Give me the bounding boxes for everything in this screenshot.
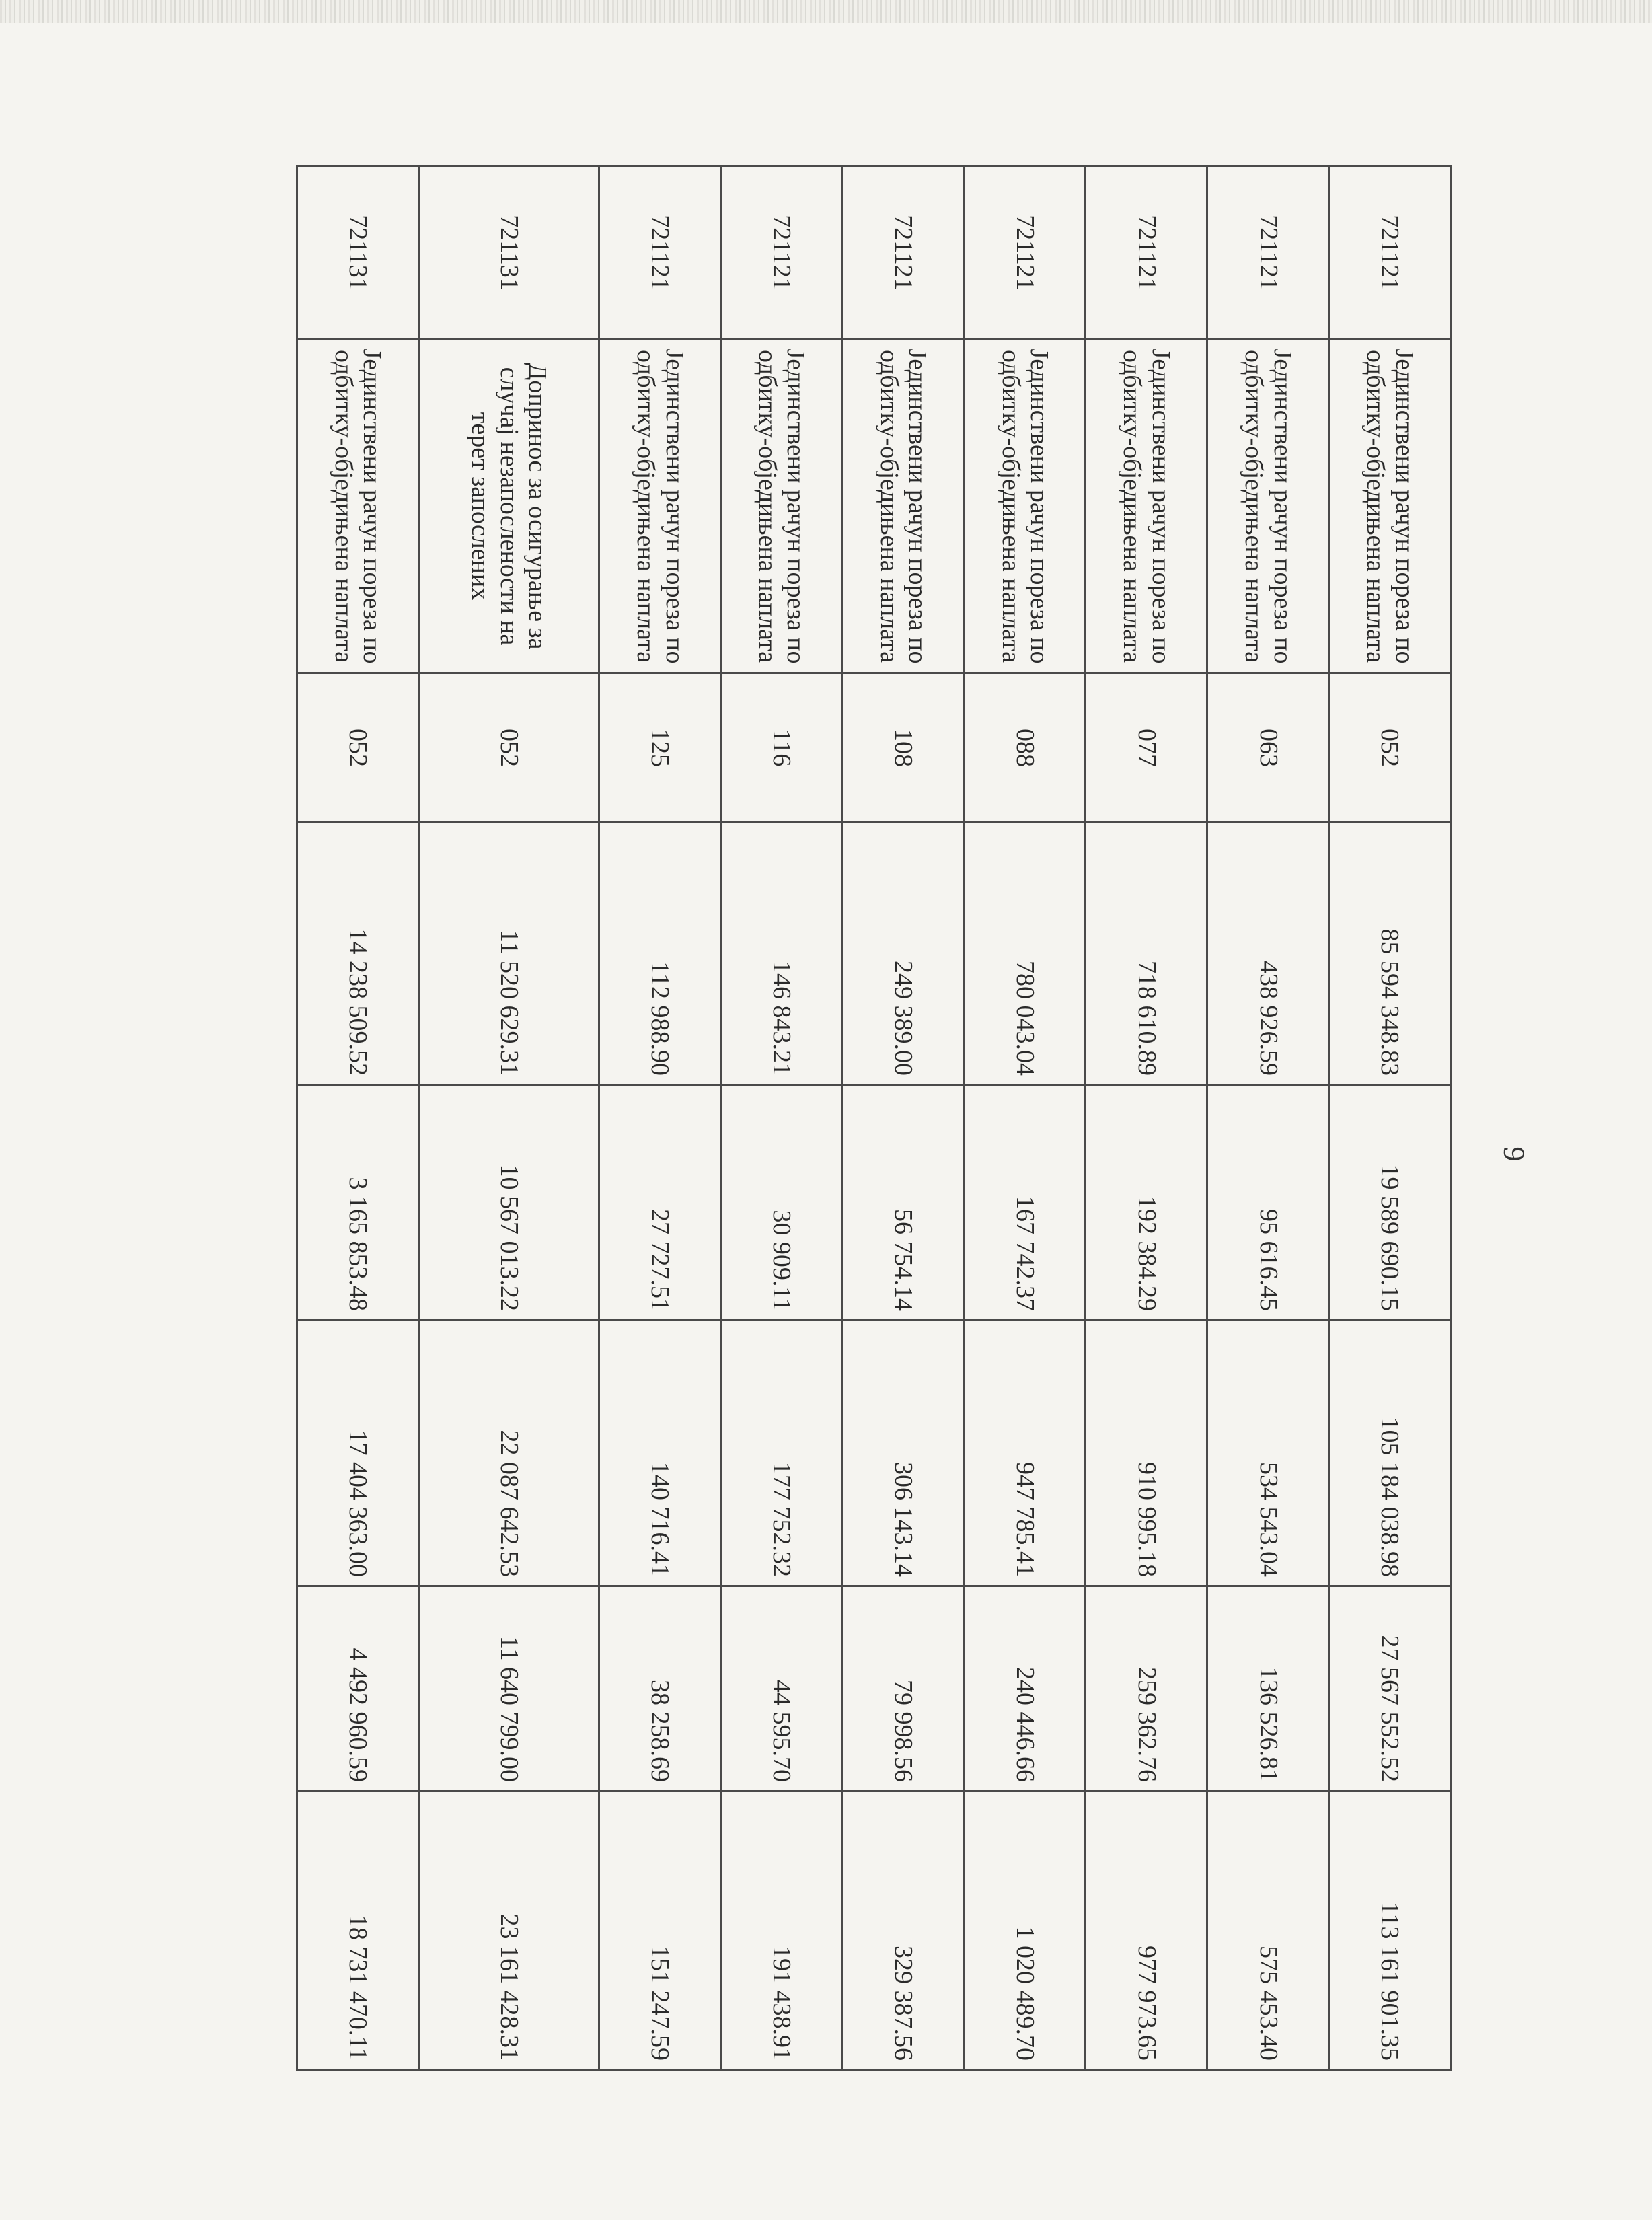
table-row bbox=[1086, 166, 1207, 2070]
table-row bbox=[1207, 166, 1329, 2070]
page-number: 9 bbox=[1497, 1146, 1531, 1162]
amount-3-cell: 947 785.41 bbox=[964, 1321, 1086, 1586]
description-cell: Јединствени рачун пореза по одбитку-обједињена наплата bbox=[599, 340, 721, 673]
amount-2-cell: 3 165 853.48 bbox=[297, 1085, 419, 1321]
code-cell: 052 bbox=[1329, 673, 1451, 823]
amount-2-cell: 192 384.29 bbox=[1086, 1085, 1207, 1321]
code-cell: 125 bbox=[599, 673, 721, 823]
account-code-cell: 721121 bbox=[1207, 166, 1329, 340]
table-body bbox=[297, 166, 1451, 2070]
amount-3-cell: 105 184 038.98 bbox=[1329, 1321, 1451, 1586]
account-code-cell: 721121 bbox=[1086, 166, 1207, 340]
amount-1-cell: 249 389.00 bbox=[842, 823, 964, 1085]
amount-4-cell: 259 362.76 bbox=[1086, 1586, 1207, 1791]
account-code-cell: 721121 bbox=[599, 166, 721, 340]
description-cell: Јединствени рачун пореза по одбитку-обједињена наплата bbox=[964, 340, 1086, 673]
code-cell: 108 bbox=[842, 673, 964, 823]
rotated-table bbox=[296, 165, 1452, 2069]
amount-2-cell: 95 616.45 bbox=[1207, 1085, 1329, 1321]
amount-3-cell: 177 752.32 bbox=[720, 1321, 842, 1586]
code-cell: 063 bbox=[1207, 673, 1329, 823]
amount-5-cell: 575 453.40 bbox=[1207, 1791, 1329, 2070]
amount-2-cell: 19 589 690.15 bbox=[1329, 1085, 1451, 1321]
amount-5-cell: 113 161 901.35 bbox=[1329, 1791, 1451, 2070]
amount-3-cell: 534 543.04 bbox=[1207, 1321, 1329, 1586]
amount-1-cell: 438 926.59 bbox=[1207, 823, 1329, 1085]
amount-1-cell: 718 610.89 bbox=[1086, 823, 1207, 1085]
amount-1-cell: 780 043.04 bbox=[964, 823, 1086, 1085]
account-code-cell: 721131 bbox=[418, 166, 599, 340]
amount-2-cell: 10 567 013.22 bbox=[418, 1085, 599, 1321]
amount-2-cell: 167 742.37 bbox=[964, 1085, 1086, 1321]
description-cell: Допринос за осигурање за случај незапослености на терет запослених bbox=[418, 340, 599, 673]
amount-1-cell: 11 520 629.31 bbox=[418, 823, 599, 1085]
amount-2-cell: 56 754.14 bbox=[842, 1085, 964, 1321]
table-row bbox=[842, 166, 964, 2070]
code-cell: 116 bbox=[720, 673, 842, 823]
amount-5-cell: 151 247.59 bbox=[599, 1791, 721, 2070]
table-row bbox=[297, 166, 419, 2070]
code-cell: 077 bbox=[1086, 673, 1207, 823]
table-row bbox=[964, 166, 1086, 2070]
description-cell: Јединствени рачун пореза по одбитку-обједињена наплата bbox=[720, 340, 842, 673]
code-cell: 052 bbox=[418, 673, 599, 823]
rotated-table-wrapper bbox=[296, 165, 1452, 2069]
amount-5-cell: 18 731 470.11 bbox=[297, 1791, 419, 2070]
account-code-cell: 721121 bbox=[720, 166, 842, 340]
revenue-table bbox=[296, 165, 1452, 2071]
amount-3-cell: 22 087 642.53 bbox=[418, 1321, 599, 1586]
amount-5-cell: 329 387.56 bbox=[842, 1791, 964, 2070]
amount-3-cell: 910 995.18 bbox=[1086, 1321, 1207, 1586]
amount-2-cell: 30 909.11 bbox=[720, 1085, 842, 1321]
amount-3-cell: 17 404 363.00 bbox=[297, 1321, 419, 1586]
table-row bbox=[599, 166, 721, 2070]
description-cell: Јединствени рачун пореза по одбитку-обједињена наплата bbox=[1086, 340, 1207, 673]
amount-3-cell: 306 143.14 bbox=[842, 1321, 964, 1586]
description-cell: Јединствени рачун пореза по одбитку-обједињена наплата bbox=[1329, 340, 1451, 673]
amount-5-cell: 977 973.65 bbox=[1086, 1791, 1207, 2070]
account-code-cell: 721121 bbox=[964, 166, 1086, 340]
amount-4-cell: 27 567 552.52 bbox=[1329, 1586, 1451, 1791]
table-row bbox=[1329, 166, 1451, 2070]
amount-4-cell: 38 258.69 bbox=[599, 1586, 721, 1791]
amount-5-cell: 23 161 428.31 bbox=[418, 1791, 599, 2070]
amount-4-cell: 11 640 799.00 bbox=[418, 1586, 599, 1791]
scan-edge-noise bbox=[0, 0, 1652, 23]
table-row bbox=[720, 166, 842, 2070]
code-cell: 088 bbox=[964, 673, 1086, 823]
amount-1-cell: 14 238 509.52 bbox=[297, 823, 419, 1085]
description-cell: Јединствени рачун пореза по одбитку-обједињена наплата bbox=[1207, 340, 1329, 673]
amount-4-cell: 136 526.81 bbox=[1207, 1586, 1329, 1791]
amount-4-cell: 240 446.66 bbox=[964, 1586, 1086, 1791]
description-cell: Јединствени рачун пореза по одбитку-обједињена наплата bbox=[297, 340, 419, 673]
code-cell: 052 bbox=[297, 673, 419, 823]
account-code-cell: 721121 bbox=[1329, 166, 1451, 340]
amount-3-cell: 140 716.41 bbox=[599, 1321, 721, 1586]
description-cell: Јединствени рачун пореза по одбитку-обједињена наплата bbox=[842, 340, 964, 673]
table-row bbox=[418, 166, 599, 2070]
amount-1-cell: 146 843.21 bbox=[720, 823, 842, 1085]
account-code-cell: 721131 bbox=[297, 166, 419, 340]
amount-5-cell: 1 020 489.70 bbox=[964, 1791, 1086, 2070]
amount-4-cell: 79 998.56 bbox=[842, 1586, 964, 1791]
amount-4-cell: 4 492 960.59 bbox=[297, 1586, 419, 1791]
amount-2-cell: 27 727.51 bbox=[599, 1085, 721, 1321]
account-code-cell: 721121 bbox=[842, 166, 964, 340]
amount-1-cell: 85 594 348.83 bbox=[1329, 823, 1451, 1085]
amount-5-cell: 191 438.91 bbox=[720, 1791, 842, 2070]
amount-4-cell: 44 595.70 bbox=[720, 1586, 842, 1791]
amount-1-cell: 112 988.90 bbox=[599, 823, 721, 1085]
